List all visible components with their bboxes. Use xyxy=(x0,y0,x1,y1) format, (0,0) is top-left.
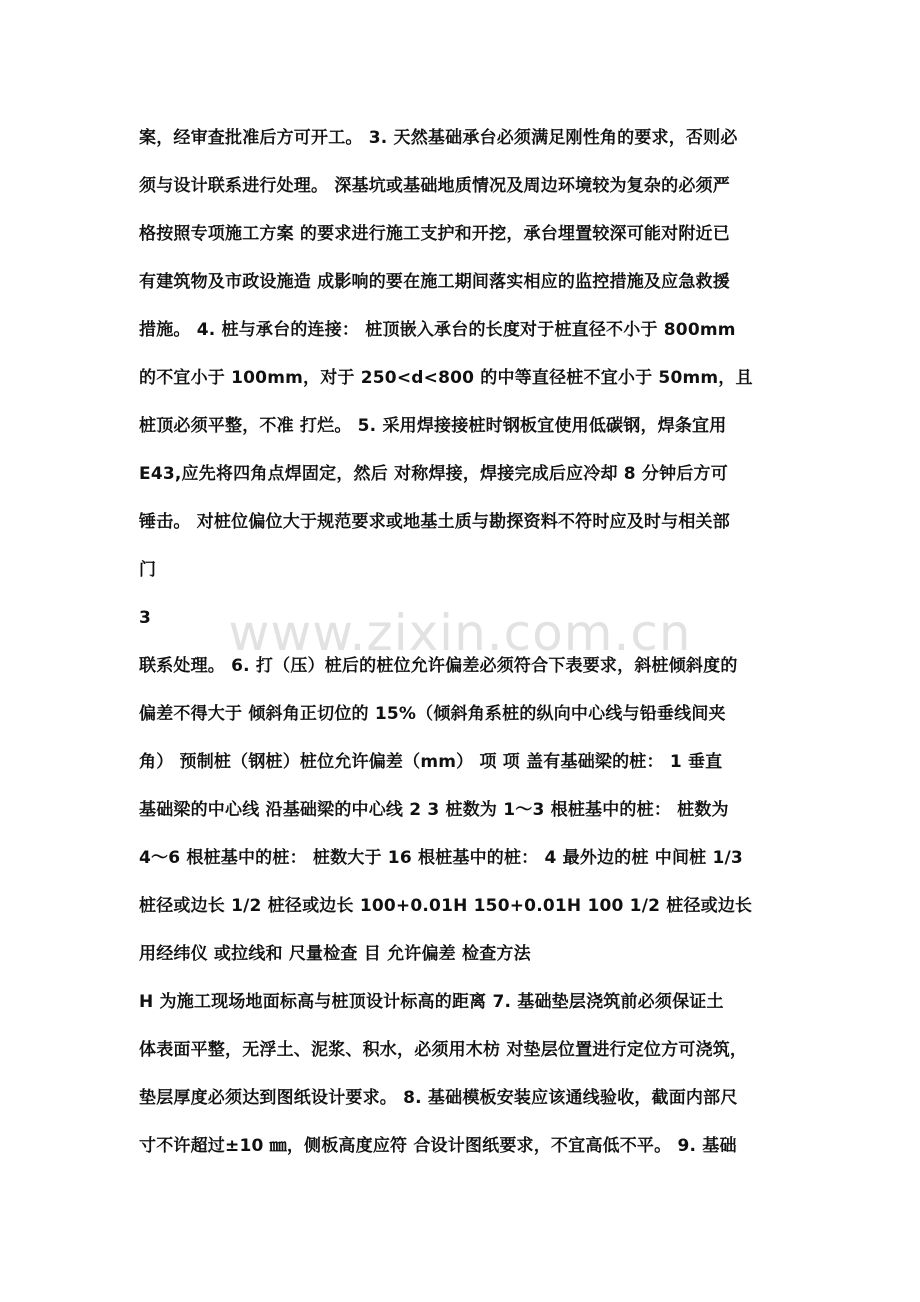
text-line: 联系处理。 6. 打（压）桩后的桩位允许偏差必须符合下表要求，斜桩倾斜度的 xyxy=(139,656,738,676)
text-line: 的不宜小于 100mm，对于 250<d<800 的中等直径桩不宜小于 50mm，且 xyxy=(139,368,753,388)
text-line: 体表面平整，无浮土、泥浆、积水，必须用木枋 对垫层位置进行定位方可浇筑， xyxy=(139,1040,748,1060)
text-line: 角） 预制桩（钢桩）桩位允许偏差（mm） 项 项 盖有基础梁的桩： 1 垂直 xyxy=(139,752,723,772)
text-line: 措施。 4. 桩与承台的连接： 桩顶嵌入承台的长度对于桩直径不小于 800mm xyxy=(139,320,736,340)
text-line: 案，经审查批准后方可开工。 3. 天然基础承台必须满足刚性角的要求，否则必 xyxy=(139,128,738,148)
text-line: 桩径或边长 1/2 桩径或边长 100+0.01H 150+0.01H 100 1/2 桩径或边长 xyxy=(139,896,753,916)
watermark: www.zixin.com.cn xyxy=(228,604,692,662)
text-line: 寸不许超过±10 ㎜，侧板高度应符 合设计图纸要求，不宜高低不平。 9. 基础 xyxy=(139,1136,737,1156)
text-line: 须与设计联系进行处理。 深基坑或基础地质情况及周边环境较为复杂的必须严 xyxy=(139,176,730,196)
text-line: 格按照专项施工方案 的要求进行施工支护和开挖，承台埋置较深可能对附近已 xyxy=(139,224,730,244)
text-line: 4～6 根桩基中的桩： 桩数大于 16 根桩基中的桩： 4 最外边的桩 中间桩 1/3 xyxy=(139,848,743,868)
text-line: 偏差不得大于 倾斜角正切位的 15%（倾斜角系桩的纵向中心线与铅垂线间夹 xyxy=(139,704,726,724)
text-line: 用经纬仪 或拉线和 尺量检查 目 允许偏差 检查方法 xyxy=(139,944,531,964)
page-number: 3 xyxy=(139,608,152,628)
text-line: 垫层厚度必须达到图纸设计要求。 8. 基础模板安装应该通线验收，截面内部尺 xyxy=(139,1088,738,1108)
text-line: H 为施工现场地面标高与桩顶设计标高的距离 7. 基础垫层浇筑前必须保证土 xyxy=(139,992,724,1012)
text-line: 基础梁的中心线 沿基础梁的中心线 2 3 桩数为 1～3 根桩基中的桩： 桩数为 xyxy=(139,800,729,820)
text-line: 有建筑物及市政设施造 成影响的要在施工期间落实相应的监控措施及应急救援 xyxy=(139,272,730,292)
text-line: 桩顶必须平整，不准 打烂。 5. 采用焊接接桩时钢板宜使用低碳钢，焊条宜用 xyxy=(139,416,727,436)
text-line: E43,应先将四角点焊固定，然后 对称焊接，焊接完成后应冷却 8 分钟后方可 xyxy=(139,464,728,484)
text-line: 门 xyxy=(139,560,157,580)
text-line: 锤击。 对桩位偏位大于规范要求或地基土质与勘探资料不符时应及时与相关部 xyxy=(139,512,730,532)
